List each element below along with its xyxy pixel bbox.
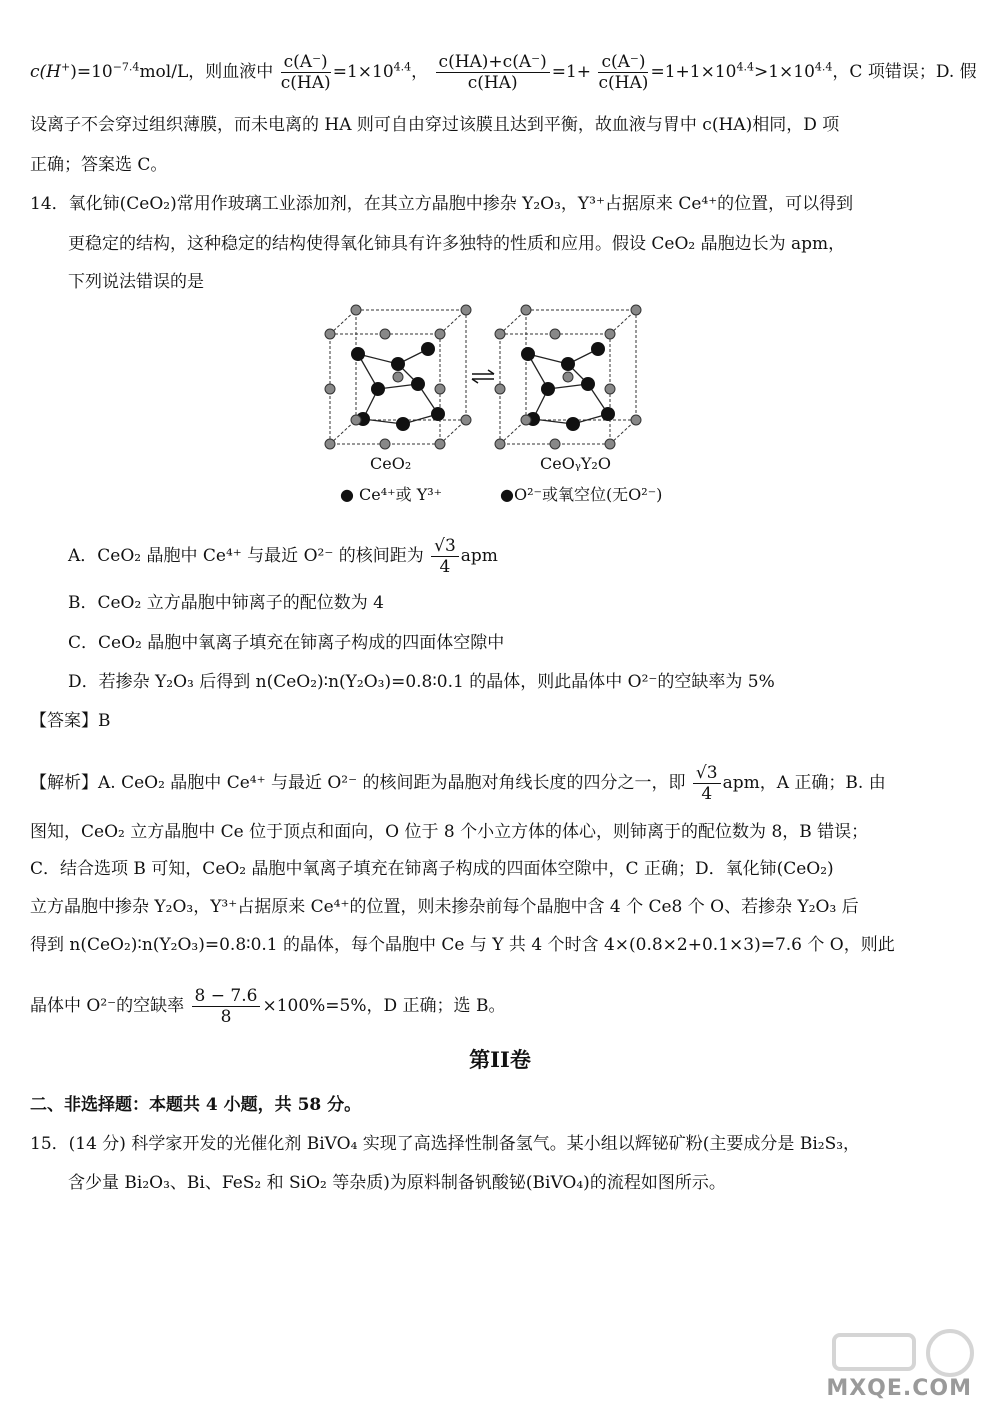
figure-label-ceoy2o: CeOᵧY₂O [540, 454, 611, 473]
figure-legend-cation: ● Ce⁴⁺或 Y³⁺ [340, 485, 443, 504]
section-heading: 二、非选择题：本题共 4 小题，共 58 分。 [30, 1095, 362, 1115]
option-a: A．CeO₂ 晶胞中 Ce⁴⁺ 与最近 O²⁻ 的核间距为 $\frac{√3}{4}$ apm [68, 536, 498, 577]
fraction-1: $\frac{c(A^-)}{c(HA)}$ [280, 52, 331, 93]
analysis-line-2: 图知，CeO₂ 立方晶胞中 Ce 位于顶点和面向，O 位于 8 个小立方体的体心，则铈离于的配位数为 8，B 错误； [30, 822, 869, 842]
analysis-line-6: 晶体中 O²⁻的空缺率 $\frac{8 - 7.6}{8}$ ×100%=5%，D 正确；选 B。 [30, 986, 506, 1027]
analysis-line-1: 【解析】A. CeO₂ 晶胞中 Ce⁴⁺ 与最近 O²⁻ 的核间距为晶胞对角线长度的四分之一，即 $\frac{√3}{4}$ apm，A 正确；B. 由 [30, 763, 886, 804]
option-b: B．CeO₂ 立方晶胞中铈离子的配位数为 4 [68, 593, 384, 613]
prev-line-3: 正确；答案选 C。 [30, 155, 168, 175]
analysis-line-3: C．结合选项 B 可知，CeO₂ 晶胞中氧离子填充在铈离子构成的四面体空隙中，C 正确；D．氧化铈(CeO₂) [30, 859, 834, 879]
q14-line-2: 更稳定的结构，这种稳定的结构使得氧化铈具有许多独特的性质和应用。假设 CeO₂ 晶胞边长为 apm， [68, 234, 846, 254]
option-c: C．CeO₂ 晶胞中氧离子填充在铈离子构成的四面体空隙中 [68, 633, 505, 653]
section-title: 第II卷 [469, 1047, 531, 1072]
option-d: D．若掺杂 Y₂O₃ 后得到 n(CeO₂)∶n(Y₂O₃)=0.8∶0.1 的晶体，则此晶体中 O²⁻的空缺率为 5% [68, 672, 775, 692]
watermark-text: MXQE.COM [826, 1376, 972, 1401]
prev-line-1: $c(H^+)=10^{-7.4}mol/L$，则血液中 $\frac{c(A^-)}{c(HA)}$ $=1\times 10^{4.4}$， $\frac{c(HA)+c(A^-)}{c(HA)}$ =1+ $\frac{c(A^-)}{c(HA)}$ $=1+1\times 10^{4.4}>1\times 10^{4.4}$，C 项错误；D. 假 [30, 52, 977, 93]
option-a-fraction: $\frac{√3}{4}$ [431, 536, 459, 577]
vacancy-fraction: $\frac{8 - 7.6}{8}$ [192, 986, 261, 1027]
fraction-2: $\frac{c(HA)+c(A^-)}{c(HA)}$ [436, 52, 550, 93]
answer-label: 【答案】B [30, 711, 111, 731]
analysis-line-5: 得到 n(CeO₂)∶n(Y₂O₃)=0.8∶0.1 的晶体，每个晶胞中 Ce 与 Y 共 4 个时含 4×(0.8×2+0.1×3)=7.6 个 O，则此 [30, 935, 895, 955]
figure-legend-oxygen: ●O²⁻或氧空位(无O²⁻) [500, 485, 663, 504]
q14-line-3: 下列说法错误的是 [68, 272, 204, 292]
figure-label-ceo2: CeO₂ [370, 454, 412, 473]
crystal-structure-figure [318, 304, 688, 504]
fraction-3: $\frac{c(A^-)}{c(HA)}$ [598, 52, 649, 93]
prev-line-2: 设离子不会穿过组织薄膜，而未电离的 HA 则可自由穿过该膜且达到平衡，故血液与胃中 c(HA)相同，D 项 [30, 115, 840, 135]
q14-line-1: 14．氧化铈(CeO₂)常用作玻璃工业添加剂，在其立方晶胞中掺杂 Y₂O₃，Y³⁺占据原来 Ce⁴⁺的位置，可以得到 [30, 194, 854, 214]
crystal-diagram [318, 304, 688, 504]
q15-line-1: 15．(14 分) 科学家开发的光催化剂 BiVO₄ 实现了高选择性制备氢气。某小组以辉铋矿粉(主要成分是 Bi₂S₃， [30, 1134, 861, 1154]
q15-line-2: 含少量 Bi₂O₃、Bi、FeS₂ 和 SiO₂ 等杂质)为原料制备钒酸铋(BiVO₄)的流程如图所示。 [68, 1173, 726, 1193]
analysis-line-4: 立方晶胞中掺杂 Y₂O₃，Y³⁺占据原来 Ce⁴⁺的位置，则未掺杂前每个晶胞中含 4 个 Ce8 个 O、若掺杂 Y₂O₃ 后 [30, 897, 859, 917]
analysis-fraction: $\frac{√3}{4}$ [693, 763, 721, 804]
equilibrium-arrow-icon [472, 370, 494, 383]
